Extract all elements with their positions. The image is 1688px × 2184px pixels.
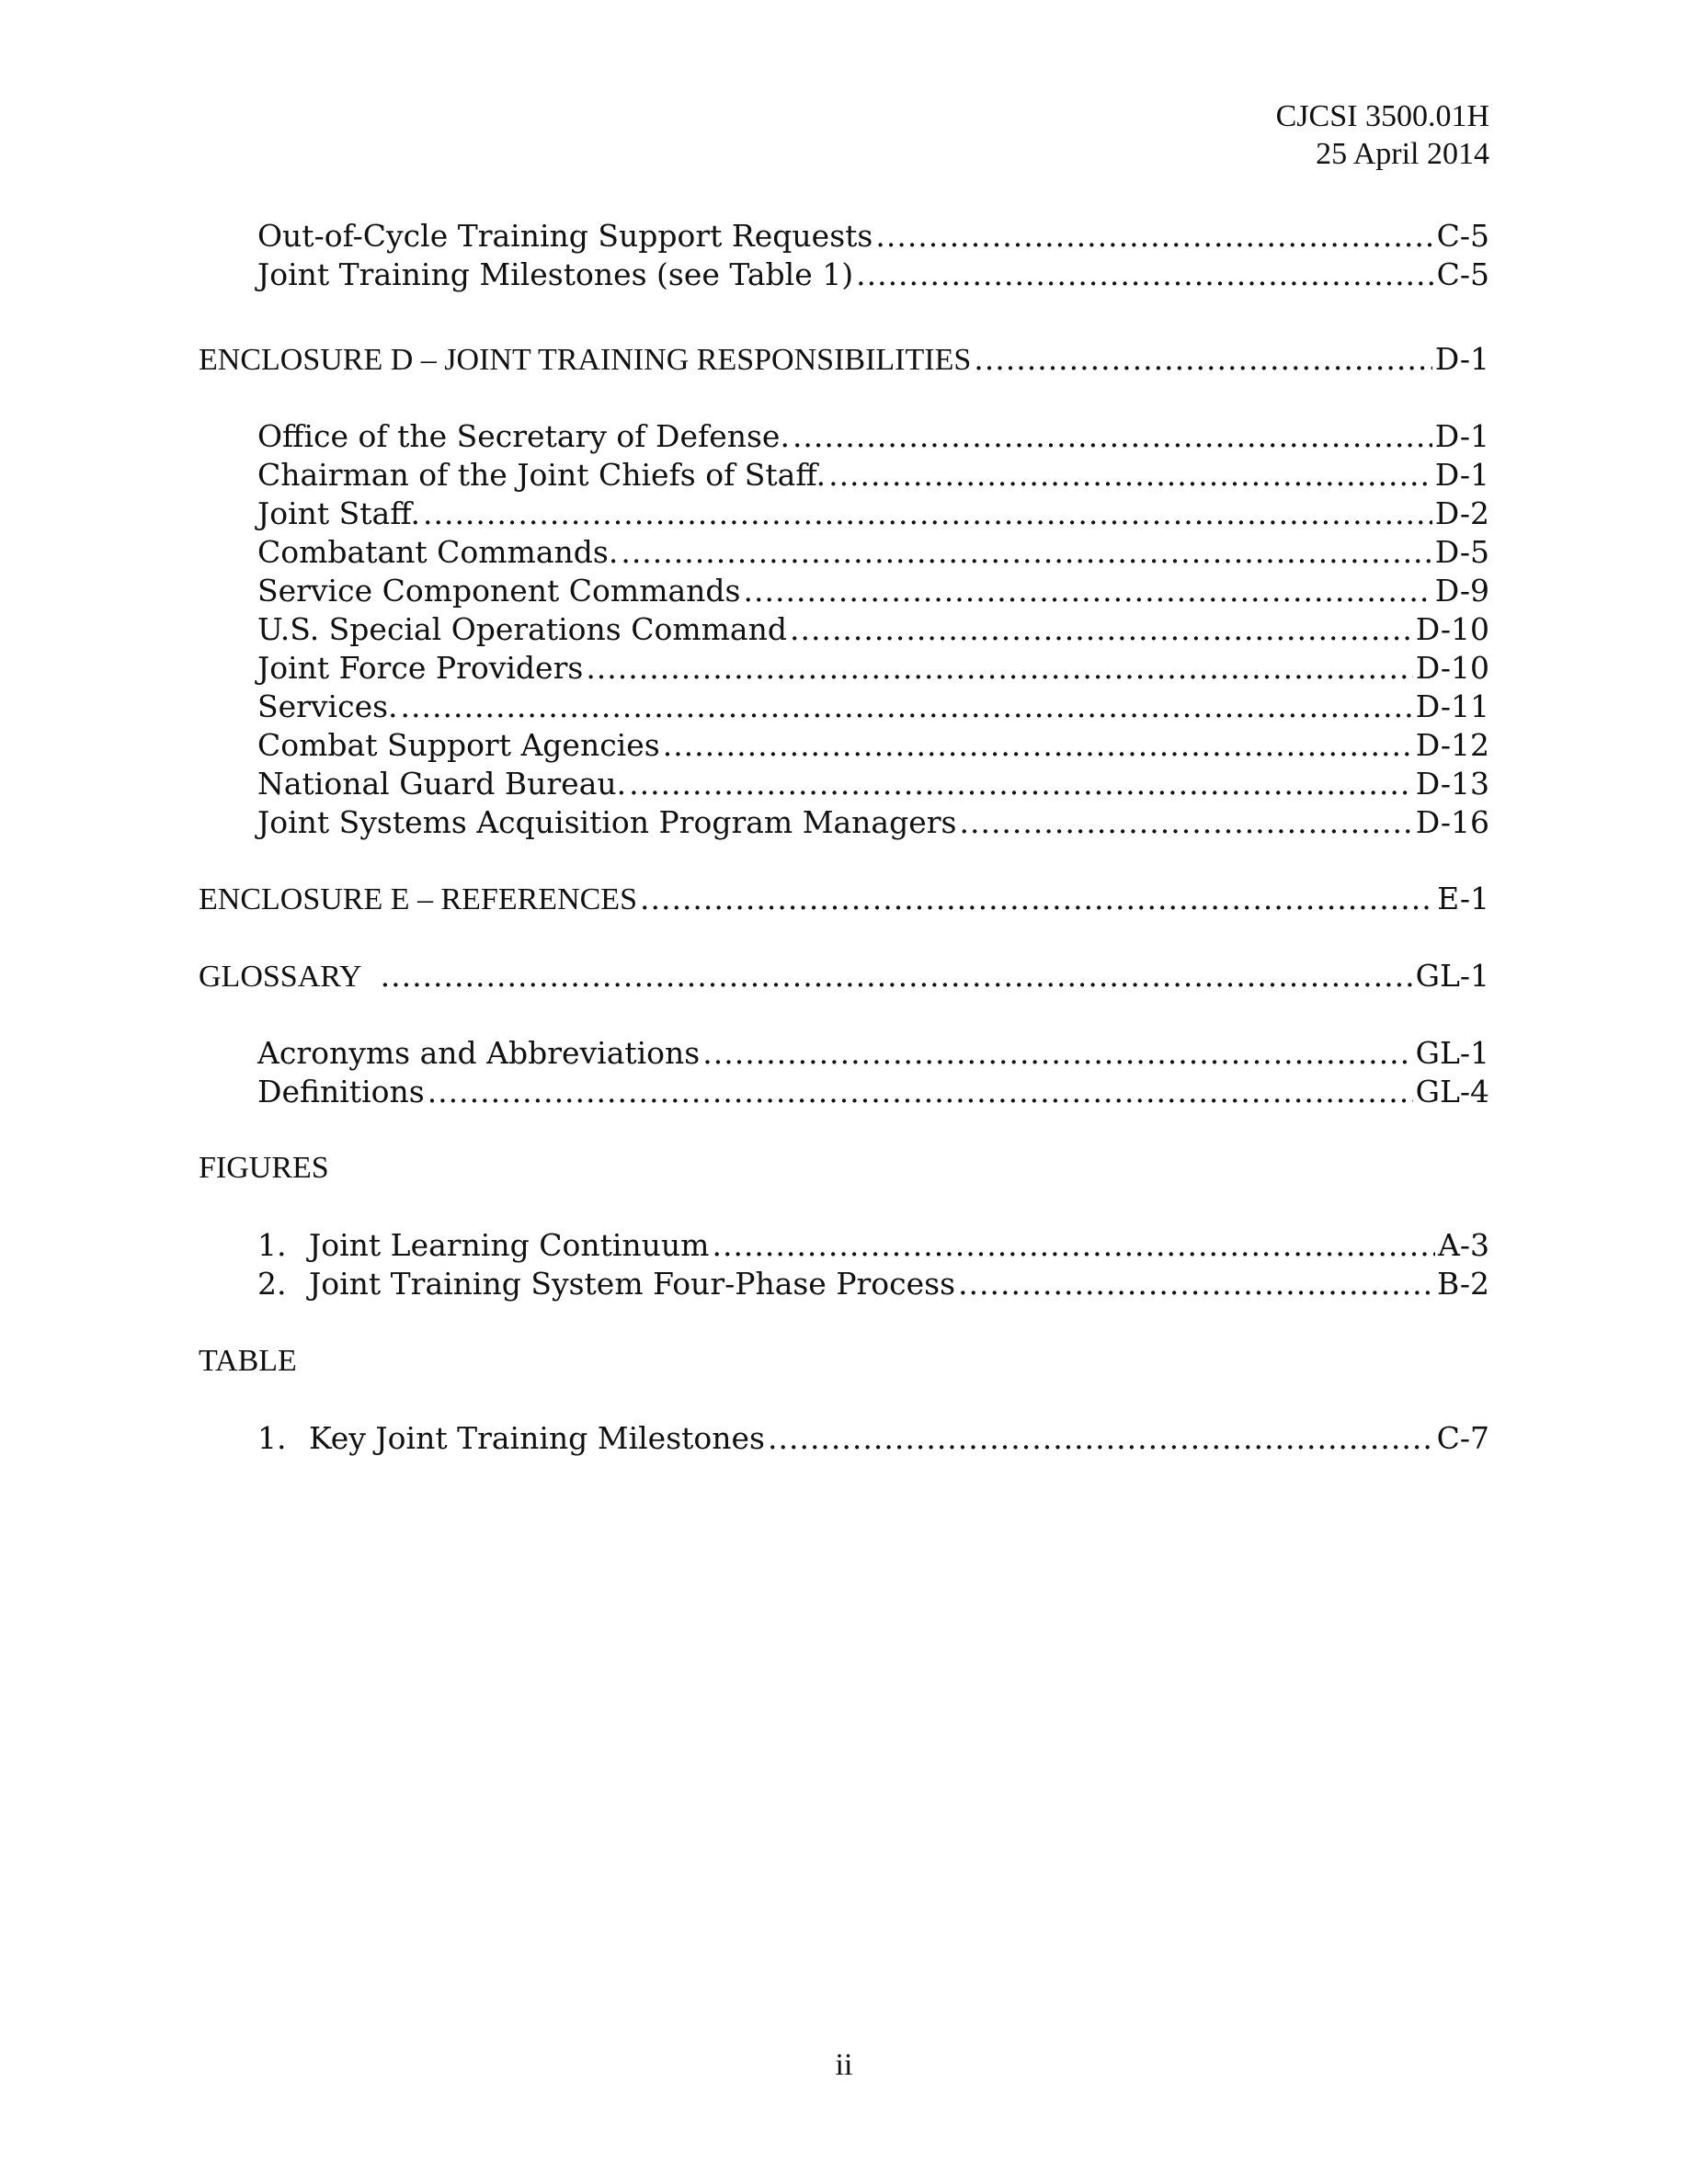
toc-entry-label: Combatant Commands. bbox=[257, 534, 619, 570]
document-date: 25 April 2014 bbox=[1316, 137, 1489, 171]
toc-entry-label: Joint Systems Acquisition Program Managers bbox=[257, 804, 957, 840]
toc-entry-page: D-10 bbox=[1415, 611, 1489, 647]
toc-entry-joint-force-providers[interactable] bbox=[257, 650, 1489, 687]
dot-leader bbox=[401, 688, 1413, 725]
toc-entry-page: D-2 bbox=[1434, 495, 1489, 531]
toc-entry-out-of-cycle[interactable] bbox=[257, 218, 1489, 255]
dot-leader bbox=[828, 457, 1432, 494]
toc-entry-page: D-5 bbox=[1434, 534, 1489, 570]
toc-entry-service-component-commands[interactable] bbox=[257, 573, 1489, 609]
toc-entry-page: D-13 bbox=[1415, 766, 1489, 802]
page-number: ii bbox=[835, 2048, 853, 2082]
figure-number: 2. bbox=[257, 1266, 287, 1302]
toc-entry-page: D-9 bbox=[1434, 573, 1489, 609]
toc-entry-page: GL-4 bbox=[1415, 1074, 1489, 1109]
document-id: CJCSI 3500.01H bbox=[1275, 99, 1489, 133]
figure-number: 1. bbox=[257, 1227, 287, 1263]
toc-entry-label: Office of the Secretary of Defense. bbox=[257, 418, 790, 454]
toc-entry-page: C-5 bbox=[1436, 256, 1489, 292]
toc-entry-page: D-10 bbox=[1415, 650, 1489, 686]
toc-entry-page: GL-1 bbox=[1415, 958, 1489, 994]
toc-entry-osd[interactable] bbox=[257, 418, 1489, 455]
toc-entry-page: B-2 bbox=[1436, 1266, 1489, 1302]
dot-leader bbox=[629, 766, 1413, 802]
toc-entry-glossary[interactable] bbox=[199, 958, 1489, 995]
toc-entry-page: C-5 bbox=[1436, 218, 1489, 254]
toc-entry-page: D-1 bbox=[1434, 341, 1489, 377]
table-number: 1. bbox=[257, 1420, 287, 1456]
dot-leader bbox=[768, 1420, 1434, 1457]
toc-entry-socom[interactable] bbox=[257, 611, 1489, 648]
toc-entry-label: Services. bbox=[257, 688, 398, 724]
toc-entry-combat-support-agencies[interactable] bbox=[257, 727, 1489, 764]
toc-entry-label: Out-of-Cycle Training Support Requests bbox=[257, 218, 873, 254]
dot-leader bbox=[663, 727, 1413, 764]
toc-entry-label: Service Component Commands bbox=[257, 573, 741, 609]
toc-entry-label: ENCLOSURE E – REFERENCES bbox=[199, 882, 637, 916]
dot-leader bbox=[381, 958, 1413, 995]
dot-leader bbox=[959, 804, 1412, 841]
toc-entry-label: Joint Learning Continuum bbox=[309, 1227, 710, 1263]
toc-entry-national-guard-bureau[interactable] bbox=[257, 766, 1489, 802]
dot-leader bbox=[958, 1266, 1434, 1302]
toc-entry-services[interactable] bbox=[257, 688, 1489, 725]
toc-entry-label: Definitions bbox=[257, 1074, 425, 1109]
toc-entry-combatant-commands[interactable] bbox=[257, 534, 1489, 571]
toc-entry-label: GLOSSARY bbox=[199, 960, 362, 994]
toc-entry-label: Joint Staff. bbox=[257, 495, 420, 531]
dot-leader bbox=[793, 418, 1432, 455]
toc-entry-joint-training-milestones[interactable] bbox=[257, 256, 1489, 293]
table-of-contents bbox=[199, 0, 1489, 1563]
toc-entry-label: Joint Force Providers bbox=[257, 650, 584, 686]
toc-entry-label: Combat Support Agencies bbox=[257, 727, 660, 763]
toc-entry-figure-1[interactable] bbox=[257, 1227, 1489, 1264]
toc-entry-enclosure-d[interactable] bbox=[199, 341, 1489, 378]
dot-leader bbox=[702, 1035, 1412, 1072]
toc-entry-label: Acronyms and Abbreviations bbox=[257, 1035, 701, 1071]
toc-entry-definitions[interactable] bbox=[257, 1074, 1489, 1110]
toc-entry-page: D-16 bbox=[1415, 804, 1489, 840]
toc-entry-label: Key Joint Training Milestones bbox=[309, 1420, 765, 1456]
dot-leader bbox=[640, 881, 1434, 917]
toc-entry-cjcs[interactable] bbox=[257, 457, 1489, 494]
dot-leader bbox=[790, 611, 1413, 648]
toc-entry-acronyms[interactable] bbox=[257, 1035, 1489, 1072]
dot-leader bbox=[621, 534, 1431, 571]
toc-entry-page: A-3 bbox=[1438, 1227, 1489, 1263]
toc-entry-label: U.S. Special Operations Command bbox=[257, 611, 787, 647]
toc-entry-page: D-11 bbox=[1415, 688, 1489, 724]
toc-entry-enclosure-e[interactable] bbox=[199, 881, 1489, 917]
dot-leader bbox=[712, 1227, 1435, 1264]
dot-leader bbox=[744, 573, 1432, 609]
toc-entry-page: E-1 bbox=[1437, 881, 1489, 916]
toc-entry-figure-2[interactable] bbox=[257, 1266, 1489, 1302]
dot-leader bbox=[875, 218, 1433, 255]
figures-heading: FIGURES bbox=[199, 1151, 329, 1185]
toc-entry-joint-staff[interactable] bbox=[257, 495, 1489, 532]
toc-entry-table-1[interactable] bbox=[257, 1420, 1489, 1457]
dot-leader bbox=[856, 256, 1434, 293]
toc-entry-page: D-1 bbox=[1434, 457, 1489, 493]
toc-entry-page: GL-1 bbox=[1415, 1035, 1489, 1071]
toc-entry-page: D-12 bbox=[1415, 727, 1489, 763]
toc-entry-joint-systems-acquisition[interactable] bbox=[257, 804, 1489, 841]
toc-entry-label: National Guard Bureau. bbox=[257, 766, 627, 802]
table-heading: TABLE bbox=[199, 1344, 297, 1378]
toc-entry-page: C-7 bbox=[1436, 1420, 1489, 1456]
toc-entry-label: Joint Training Milestones (see Table 1) bbox=[257, 256, 854, 292]
toc-entry-page: D-1 bbox=[1434, 418, 1489, 454]
dot-leader bbox=[586, 650, 1412, 687]
dot-leader bbox=[423, 495, 1432, 532]
toc-entry-label: Joint Training System Four-Phase Process bbox=[309, 1266, 956, 1302]
dot-leader bbox=[428, 1074, 1413, 1110]
toc-entry-label: ENCLOSURE D – JOINT TRAINING RESPONSIBILITIES bbox=[199, 343, 972, 377]
dot-leader bbox=[974, 341, 1432, 378]
toc-entry-label: Chairman of the Joint Chiefs of Staff. bbox=[257, 457, 827, 493]
